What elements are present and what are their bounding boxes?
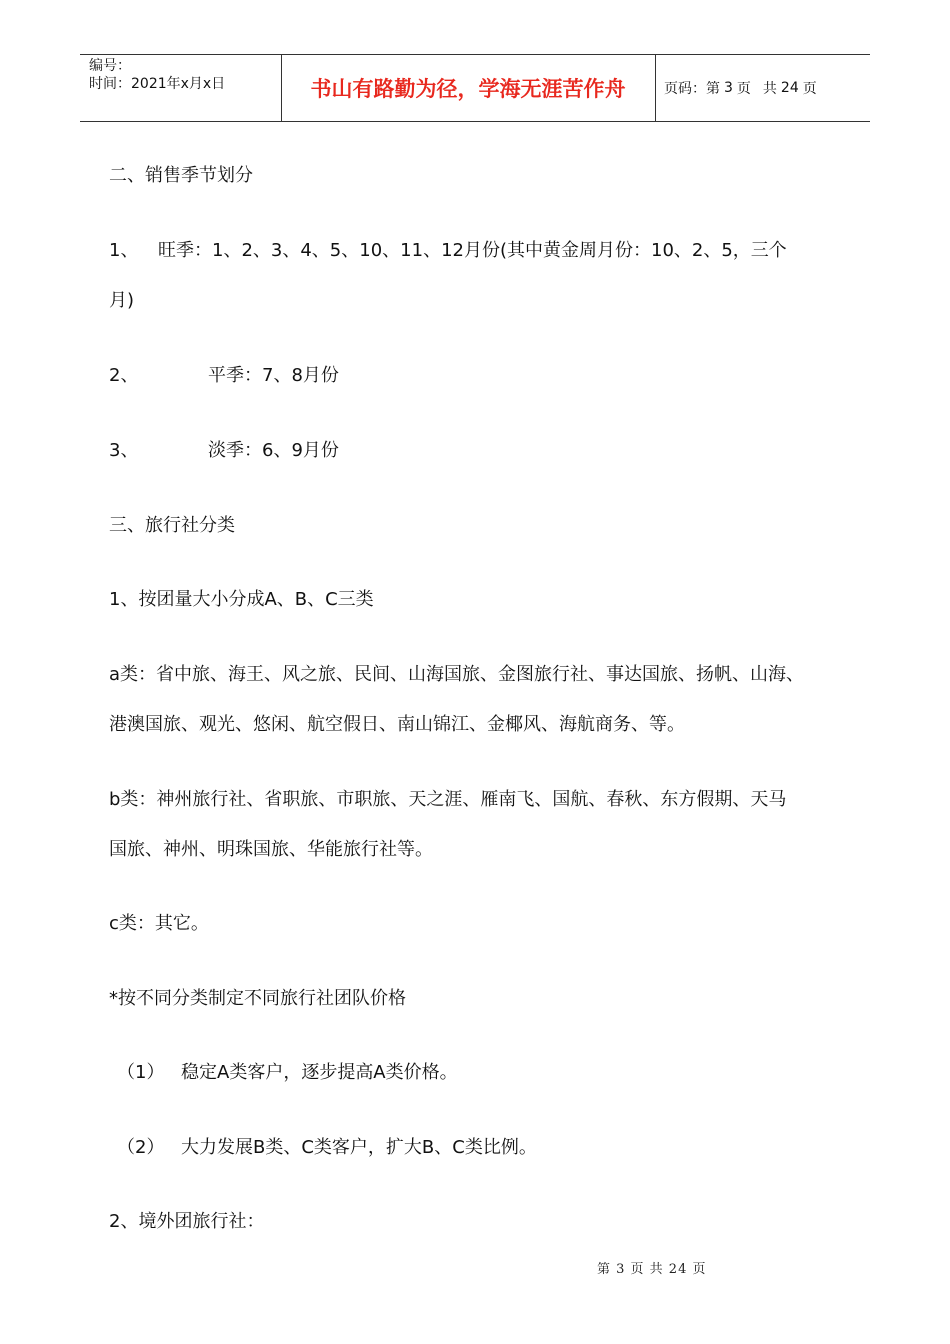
paragraph: 港澳国旅、观光、悠闲、航空假日、南山锦江、金椰风、海航商务、等。: [109, 714, 685, 735]
list-text: 淡季：6、9月份: [208, 440, 339, 461]
list-number: （2）: [117, 1137, 165, 1158]
list-text: 大力发展B类、C类客户，扩大B、C类比例。: [181, 1137, 537, 1158]
page-label: 页码：第: [664, 81, 720, 97]
page-unit: 页: [736, 81, 751, 97]
header-page-number: [664, 55, 817, 121]
page-total: 24: [780, 80, 799, 96]
list-text: 稳定A类客户，逐步提高A类价格。: [181, 1062, 458, 1083]
page-footer: 第 3 页 共 24 页: [597, 1262, 707, 1277]
total-unit: 页: [802, 81, 817, 97]
list-item-low-season: [109, 439, 339, 463]
list-item-continuation: 月): [109, 290, 135, 311]
paragraph: c类：其它。: [109, 913, 209, 934]
page-current: 3: [724, 80, 733, 96]
list-item-mid-season: [109, 364, 339, 388]
paragraph: 1、按团量大小分成A、B、C三类: [109, 589, 374, 610]
list-text: 平季：7、8月份: [208, 365, 339, 386]
date-label: 时间：2021年x月x日: [89, 76, 226, 92]
section-heading: 二、销售季节划分: [109, 165, 253, 186]
paragraph: a类：省中旅、海王、风之旅、民间、山海国旅、金图旅行社、事达国旅、扬帆、山海、: [109, 664, 805, 685]
list-text: 旺季：1、2、3、4、5、10、11、12月份(其中黄金周月份：10、2、5，三个: [158, 240, 787, 261]
serial-number-label: 编号：: [89, 58, 131, 74]
page-header: [80, 54, 870, 122]
list-number: 2、: [109, 365, 139, 386]
section-heading: 三、旅行社分类: [109, 515, 235, 536]
paragraph: 国旅、神州、明珠国旅、华能旅行社等。: [109, 839, 433, 860]
paragraph: b类：神州旅行社、省职旅、市职旅、天之涯、雁南飞、国航、春秋、东方假期、天马: [109, 789, 787, 810]
header-motto: 书山有路勤为径，学海无涯苦作舟: [310, 76, 626, 101]
paragraph: 2、境外团旅行社：: [109, 1211, 265, 1232]
list-number: 1、: [109, 240, 139, 261]
list-number: 3、: [109, 440, 139, 461]
header-meta: [89, 57, 225, 93]
list-number: （1）: [117, 1062, 165, 1083]
header-divider: [655, 55, 656, 121]
list-item: [117, 1061, 458, 1085]
list-item: [117, 1136, 537, 1160]
total-label: 共: [762, 81, 777, 97]
paragraph: *按不同分类制定不同旅行社团队价格: [109, 988, 406, 1009]
list-item-peak-season: [109, 239, 787, 263]
